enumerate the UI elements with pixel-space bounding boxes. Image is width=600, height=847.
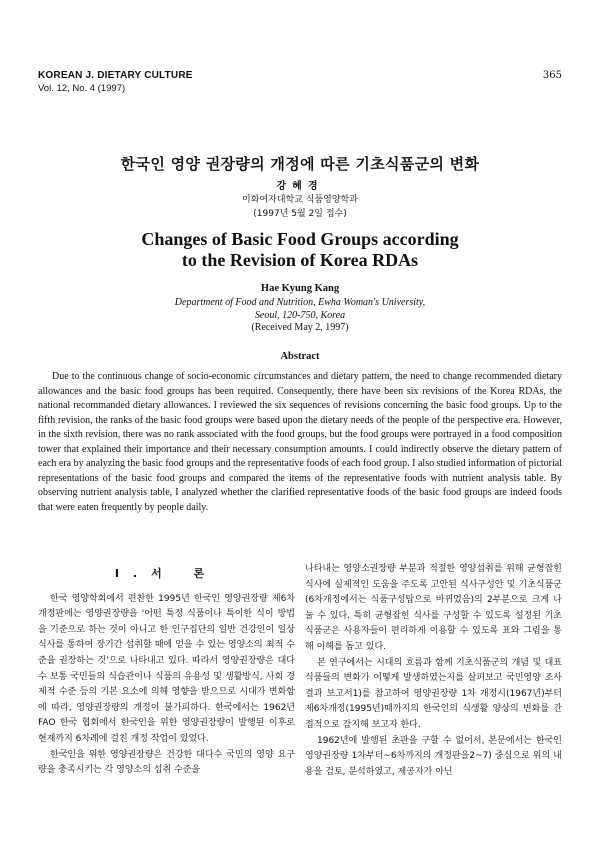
journal-info <box>38 70 193 94</box>
body-column-right <box>305 562 562 780</box>
section-number: I. <box>114 567 152 580</box>
body-paragraph: 나타내는 영양소권장량 부분과 적절한 영양섭취를 위해 균형잡힌 식사에 실제적인 도움을 주도록 고안된 식사구성안 및 기초식품군(6차개정에서는 식품구성탑으로 바뀌었음)의 2부분으로 크게 나눌 수 있다. 특히 균형잡힌 식사를 구성할 수 있도록 설정된 기초 식품군은 사용자들이 편리하게 이용할 수 있도록 표와 그림을 통해 이해를 돕고 있다. <box>305 564 562 652</box>
korean-affiliation: 이화여자대학교 식품영양학과 <box>242 195 358 205</box>
korean-title: 한국인 영양 권장량의 개정에 따른 기초식품군의 변화 <box>120 155 480 173</box>
page-number: 365 <box>542 70 562 81</box>
korean-author: 강혜경 <box>276 181 324 192</box>
english-affiliation-line2: Seoul, 120-750, Korea <box>254 309 346 321</box>
body-paragraph: 본 연구에서는 시대의 흐름과 함께 기초식품군의 개념 및 대표식품들의 변화가 어떻게 발생하였는지를 살펴보고 국민영양 조사 결과 보고서1)를 참고하여 영양권장량 1차 개정시(1967년)부터 제6차개정(1995년)때까지의 한국인의 식생활 양상의 변화를 간접적으로 감지해 보고자 한다. <box>305 657 562 730</box>
body-column-left <box>38 562 295 779</box>
body-paragraph: 한국인을 위한 영양권장량은 건강한 대다수 국민의 영양 요구량을 충족시키는 각 영양소의 섭취 수준을 <box>38 749 295 776</box>
english-received-date: (Received May 2, 1997) <box>251 322 349 333</box>
journal-name: KOREAN J. DIETARY CULTURE <box>38 70 193 81</box>
english-affiliation-line1: Department of Food and Nutrition, Ewha Woman's University, <box>174 297 426 308</box>
abstract-text: Due to the continuous change of socio-economic circumstances and dietary pattern, the need to change recommended dietary allowances and the basic food groups has been required. Consequently, there have been six revisions of the Korea RDAs, the national recommanded dietary allowances. I reviewed the six sequences of revisions concerning the basic food groups. Up to the fifth revision, the ranks of the basic food groups were based upon the dietary needs of the people of the perspective era. However, in the sixth revision, there was no rank associated with the food groups, but the food groups were portrayed in a food composition tower that explained their importance and their necessary consumption amounts. I could indirectly observe the dietary pattern of each era by analyzing the basic food groups and the representative foods of each food group. I also studied information of pictorial representations of the basic food groups and compared the items of the representative foods with nutrient analysis table. By observing nutrient analysis table, I analyzed whether the clarified representative foods of the basic food groups are indeed foods that were eaten frequently by people daily. <box>38 371 562 513</box>
english-affiliation <box>0 297 600 322</box>
section-heading <box>38 566 295 582</box>
body-paragraph: 한국 영양학회에서 편찬한 1995년 한국인 영양권장량 제6차 개정판에는 영양권장량을 '어떤 특정 식품이나 특이한 식이 방법을 기준으로 하는 것이 아니고 한 인구집단의 일반 건강인이 일상 식사를 통하여 장기간 섭취할 때에 얻을 수 있는 영양소의 최적 수준을 권장하는 것'으로 나타내고 있다. 따라서 영양권장량은 대다수 보통 국민들의 식습관이나 식품의 유용성 및 생활방식, 사회 경제적 수준 등의 기본 요소에 의해 영향을 받으므로 시대가 변화함에 따라, 영양권장량의 개정이 불가피하다. 한국에서는 1962년 FAO 한국 협회에서 한국인을 위한 영양권장량이 발행된 이후로 현재까지 6차례에 걸친 개정 작업이 있었다. <box>38 593 295 744</box>
english-title-line1: Changes of Basic Food Groups according <box>141 229 459 249</box>
english-author: Hae Kyung Kang <box>260 283 340 294</box>
english-title-line2: to the Revision of Korea RDAs <box>181 250 419 270</box>
body-paragraph: 1962년에 발행된 초판을 구할 수 없어서, 본문에서는 한국인 영양권장량 1차부터~6차까지의 개정판을2~7) 중심으로 위의 내용을 검토, 분석하였고, 제공자가 아닌 <box>305 735 562 777</box>
korean-received-date: (1997년 5월 2일 접수) <box>253 209 347 219</box>
english-title <box>0 229 600 271</box>
section-title: 서 론 <box>151 567 219 580</box>
abstract-heading: Abstract <box>280 351 320 362</box>
journal-volume: Vol. 12, No. 4 (1997) <box>38 83 126 94</box>
